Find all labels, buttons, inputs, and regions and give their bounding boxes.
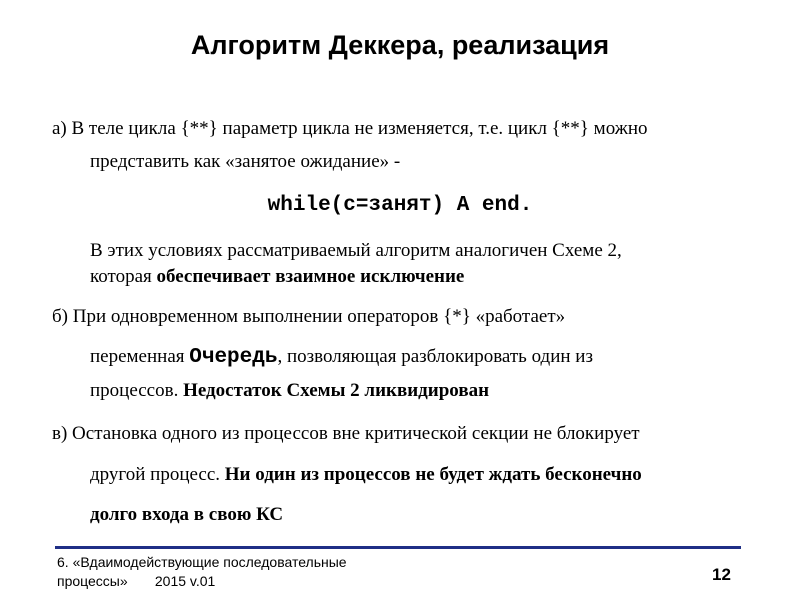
item-a-line-1: а) В теле цикла {**} параметр цикла не изменяется, т.е. цикл {**} можно	[52, 118, 648, 139]
item-a-line-3: В этих условиях рассматриваемый алгоритм аналогичен Схеме 2,	[90, 240, 622, 261]
item-b-emphasis: Недостаток Схемы 2 ликвидирован	[183, 380, 490, 401]
item-a-line-4-text: которая	[90, 266, 157, 287]
footer-line-2: процессы» 2015 v.01	[57, 573, 216, 589]
item-c-line-2-text: другой процесс.	[90, 464, 225, 485]
page-number: 12	[712, 565, 731, 584]
item-b-line-2	[90, 344, 593, 372]
item-b-line-2-rest: , позволяющая разблокировать один из	[277, 346, 593, 367]
footer-line-1: 6. «Вдаимодействующие последовательные	[57, 554, 347, 570]
item-a-line-2: представить как «занятое ожидание» -	[90, 151, 401, 172]
footer-divider	[55, 546, 741, 549]
item-c-line-3: долго входа в свою КС	[90, 504, 284, 525]
item-b-line-3	[90, 378, 489, 404]
item-a-line-4	[90, 264, 464, 290]
variable-name: Очередь	[189, 346, 278, 369]
item-c-line-2	[90, 462, 642, 488]
item-b-line-1: б) При одновременном выполнении операторов {*} «работает»	[52, 306, 566, 327]
code-line: while(c=занят) A end.	[267, 194, 533, 217]
item-c-line-1: в) Остановка одного из процессов вне критической секции не блокирует	[52, 423, 640, 444]
item-a-emphasis: обеспечивает взаимное исключение	[156, 266, 465, 287]
item-b-line-2-text: переменная	[90, 346, 190, 367]
item-b-line-3-text: процессов.	[90, 380, 184, 401]
slide-title: Алгоритм Деккера, реализация	[190, 30, 610, 60]
item-c-emphasis: Ни один из процессов не будет ждать бесконечно	[224, 464, 642, 485]
